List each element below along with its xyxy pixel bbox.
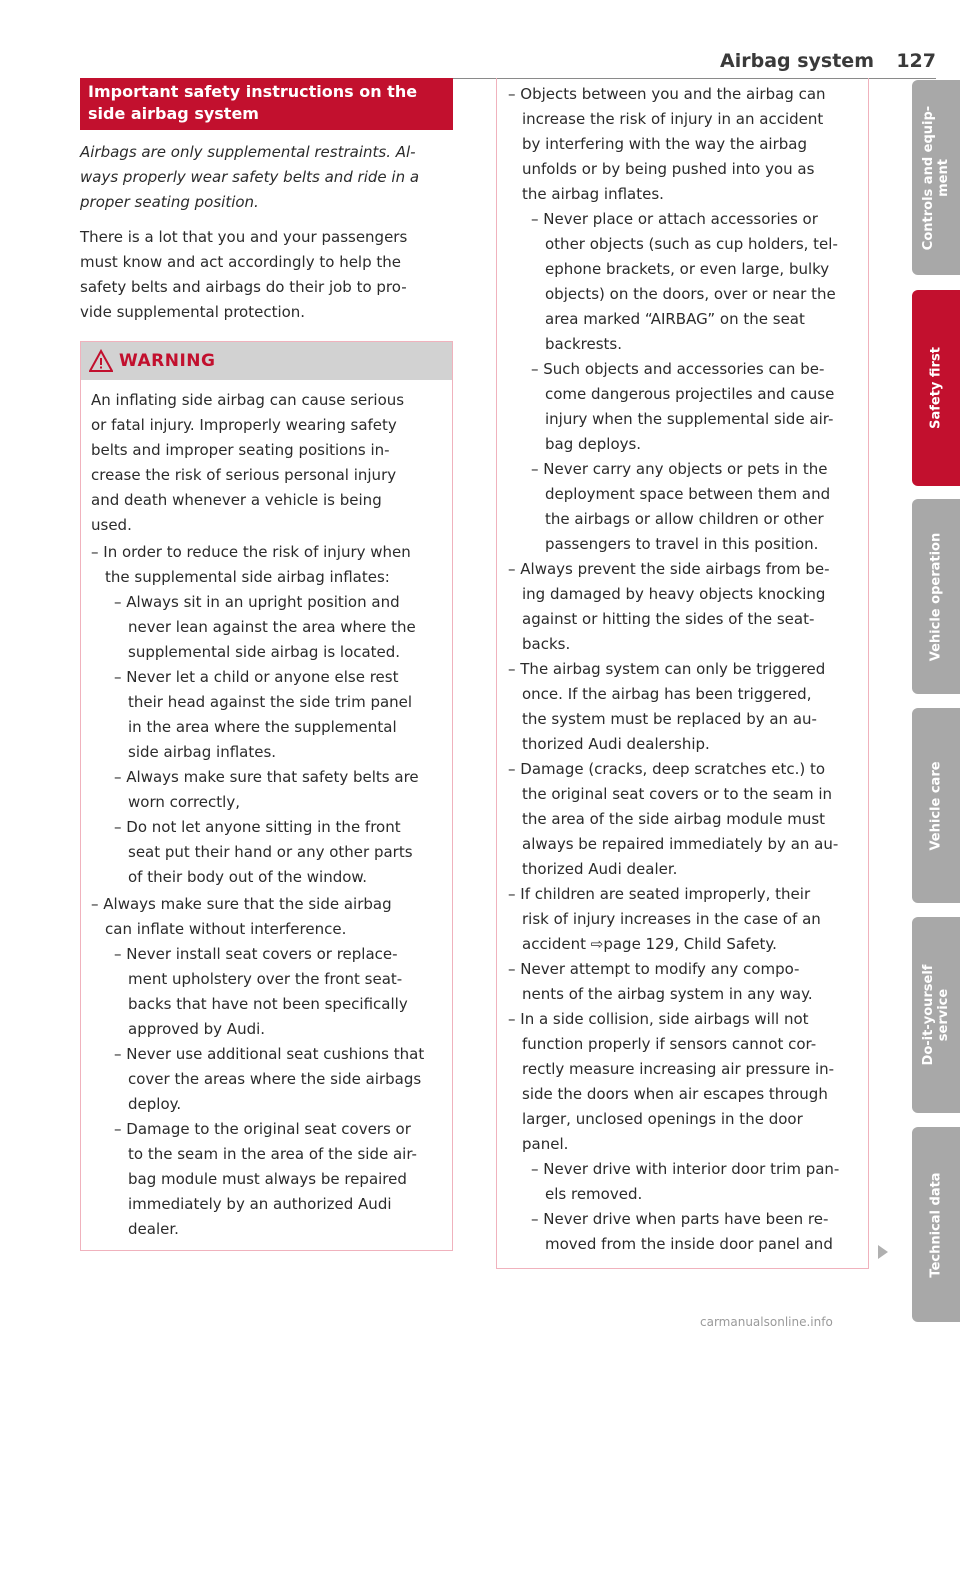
- chapter-tab-label: [921, 965, 951, 1066]
- right-line: by interfering with the way the airbag: [522, 135, 807, 153]
- tab-label-line: ment: [936, 158, 951, 197]
- warning-line: can inflate without interference.: [105, 920, 347, 938]
- warning-triangle-icon: [89, 349, 113, 373]
- warning-line: deploy.: [128, 1095, 182, 1113]
- warning-line: – Always make sure that safety belts are: [114, 768, 419, 786]
- intro-line: proper seating position.: [80, 193, 259, 211]
- warning-line: – Always make sure that the side airbag: [91, 895, 392, 913]
- right-line: objects) on the doors, over or near the: [545, 285, 836, 303]
- warning-line: approved by Audi.: [128, 1020, 266, 1038]
- right-line: the airbags or allow children or other: [545, 510, 824, 528]
- chapter-tab[interactable]: [912, 80, 960, 275]
- warning-line: – Do not let anyone sitting in the front: [114, 818, 401, 836]
- warning-box: [80, 341, 453, 1251]
- tab-label-line: service: [936, 988, 951, 1042]
- warning-line: worn correctly,: [128, 793, 240, 811]
- right-line: once. If the airbag has been triggered,: [522, 685, 812, 703]
- tab-label-line: Do-it-yourself: [921, 964, 936, 1066]
- right-line: side the doors when air escapes through: [522, 1085, 828, 1103]
- chapter-tab-label: [929, 761, 944, 850]
- chapter-tab-label: [921, 105, 951, 249]
- warning-line: seat put their hand or any other parts: [128, 843, 413, 861]
- warning-label: WARNING: [119, 351, 216, 371]
- warning-line: side airbag inflates.: [128, 743, 277, 761]
- right-line: nents of the airbag system in any way.: [522, 985, 813, 1003]
- warning-line: An inflating side airbag can cause serious: [91, 391, 405, 409]
- warning-line: in the area where the supplemental: [128, 718, 397, 736]
- warning-line: the supplemental side airbag inflates:: [105, 568, 390, 586]
- chapter-tab[interactable]: [912, 708, 960, 903]
- chapter-tab[interactable]: [912, 1127, 960, 1322]
- chapter-tab[interactable]: [912, 499, 960, 694]
- right-line: come dangerous projectiles and cause: [545, 385, 835, 403]
- warning-line: immediately by an authorized Audi: [128, 1195, 392, 1213]
- right-line: ephone brackets, or even large, bulky: [545, 260, 830, 278]
- right-line: unfolds or by being pushed into you as: [522, 160, 815, 178]
- right-line: – Never drive when parts have been re-: [531, 1210, 829, 1228]
- right-line: risk of injury increases in the case of an: [522, 910, 821, 928]
- warning-line: – Always sit in an upright position and: [114, 593, 400, 611]
- right-line: – The airbag system can only be triggered: [508, 660, 826, 678]
- chapter-tab-label: [929, 347, 944, 429]
- right-line: moved from the inside door panel and: [545, 1235, 833, 1253]
- chapter-tab-label: [929, 1172, 944, 1277]
- intro-line: ways properly wear safety belts and ride in a: [80, 168, 420, 186]
- continue-arrow-icon: [878, 1245, 888, 1259]
- right-line: the system must be replaced by an au-: [522, 710, 817, 728]
- chapter-tab[interactable]: [912, 290, 960, 486]
- para-line: There is a lot that you and your passengers: [80, 228, 408, 246]
- right-line: ing damaged by heavy objects knocking: [522, 585, 826, 603]
- body-paragraph: [80, 225, 453, 325]
- chapter-tab-label: [929, 532, 944, 660]
- warning-line: never lean against the area where the: [128, 618, 416, 636]
- warning-line: – Never let a child or anyone else rest: [114, 668, 399, 686]
- right-column: [496, 78, 868, 1572]
- warning-line: dealer.: [128, 1220, 179, 1238]
- warning-line: backs that have not been specifically: [128, 995, 408, 1013]
- right-line: backs.: [522, 635, 571, 653]
- intro-line: Airbags are only supplemental restraints. Al-: [80, 143, 416, 161]
- warning-line: or fatal injury. Improperly wearing safety: [91, 416, 397, 434]
- warning-line: – Damage to the original seat covers or: [114, 1120, 411, 1138]
- right-line: larger, unclosed openings in the door: [522, 1110, 803, 1128]
- right-line: – Such objects and accessories can be-: [531, 360, 825, 378]
- para-line: safety belts and airbags do their job to pro-: [80, 278, 407, 296]
- warning-line: of their body out of the window.: [128, 868, 368, 886]
- right-line: accident ⇨page 129, Child Safety.: [522, 935, 777, 953]
- right-line: deployment space between them and: [545, 485, 831, 503]
- heading-line-2: side airbag system: [88, 104, 259, 123]
- right-line: always be repaired immediately by an au-: [522, 835, 839, 853]
- tab-label-line: Vehicle care: [928, 760, 944, 851]
- right-line: – Damage (cracks, deep scratches etc.) to: [508, 760, 826, 778]
- warning-body: [81, 380, 452, 1242]
- right-line: – Never place or attach accessories or: [531, 210, 818, 228]
- warning-line: – In order to reduce the risk of injury when: [91, 543, 411, 561]
- right-column-text: [496, 78, 868, 1257]
- right-line: – Never carry any objects or pets in the: [531, 460, 828, 478]
- warning-line: cover the areas where the side airbags: [128, 1070, 422, 1088]
- right-line: – Never attempt to modify any compo-: [508, 960, 800, 978]
- para-line: vide supplemental protection.: [80, 303, 306, 321]
- right-line: – In a side collision, side airbags will not: [508, 1010, 809, 1028]
- section-heading: [80, 78, 453, 130]
- warning-header: [81, 342, 452, 380]
- right-line: els removed.: [545, 1185, 643, 1203]
- right-line: – Never drive with interior door trim pan-: [531, 1160, 840, 1178]
- right-lines: [508, 82, 860, 1257]
- tab-label-line: Safety first: [928, 347, 944, 429]
- warning-line: bag module must always be repaired: [128, 1170, 407, 1188]
- warning-line: – Never install seat covers or replace-: [114, 945, 398, 963]
- intro-text: [80, 140, 453, 215]
- warning-line: used.: [91, 516, 132, 534]
- chapter-tab[interactable]: [912, 917, 960, 1113]
- right-line: injury when the supplemental side air-: [545, 410, 834, 428]
- right-line: – Objects between you and the airbag can: [508, 85, 826, 103]
- warning-line: ment upholstery over the front seat-: [128, 970, 403, 988]
- right-line: thorized Audi dealership.: [522, 735, 710, 753]
- tab-label-line: Technical data: [928, 1171, 944, 1278]
- right-line: bag deploys.: [545, 435, 642, 453]
- warning-line: – Never use additional seat cushions that: [114, 1045, 425, 1063]
- right-line: panel.: [522, 1135, 569, 1153]
- tab-label-line: Vehicle operation: [928, 532, 944, 661]
- page-header: [80, 48, 936, 79]
- warning-line: belts and improper seating positions in-: [91, 441, 390, 459]
- right-line: backrests.: [545, 335, 622, 353]
- right-line: the airbag inflates.: [522, 185, 664, 203]
- page-number: 127: [896, 50, 936, 72]
- heading-line-1: Important safety instructions on the: [88, 82, 418, 101]
- right-line: the area of the side airbag module must: [522, 810, 826, 828]
- warning-line: their head against the side trim panel: [128, 693, 413, 711]
- section-title: Airbag system: [720, 50, 874, 72]
- warning-line: and death whenever a vehicle is being: [91, 491, 382, 509]
- footer-watermark: carmanualsonline.info: [700, 1315, 833, 1329]
- right-line: function properly if sensors cannot cor-: [522, 1035, 817, 1053]
- warning-line: to the seam in the area of the side air-: [128, 1145, 417, 1163]
- right-line: – Always prevent the side airbags from be-: [508, 560, 830, 578]
- tab-label-line: Controls and equip-: [921, 105, 936, 250]
- right-line: passengers to travel in this position.: [545, 535, 819, 553]
- right-line: the original seat covers or to the seam in: [522, 785, 832, 803]
- para-line: must know and act accordingly to help the: [80, 253, 401, 271]
- right-line: area marked “AIRBAG” on the seat: [545, 310, 805, 328]
- left-column: [80, 78, 453, 325]
- right-line: other objects (such as cup holders, tel-: [545, 235, 838, 253]
- warning-line: crease the risk of serious personal injury: [91, 466, 397, 484]
- right-line: – If children are seated improperly, their: [508, 885, 811, 903]
- right-line: rectly measure increasing air pressure in-: [522, 1060, 835, 1078]
- warning-lines: [91, 388, 442, 1242]
- right-line: increase the risk of injury in an accident: [522, 110, 824, 128]
- right-line: thorized Audi dealer.: [522, 860, 678, 878]
- warning-line: supplemental side airbag is located.: [128, 643, 401, 661]
- right-line: against or hitting the sides of the seat-: [522, 610, 815, 628]
